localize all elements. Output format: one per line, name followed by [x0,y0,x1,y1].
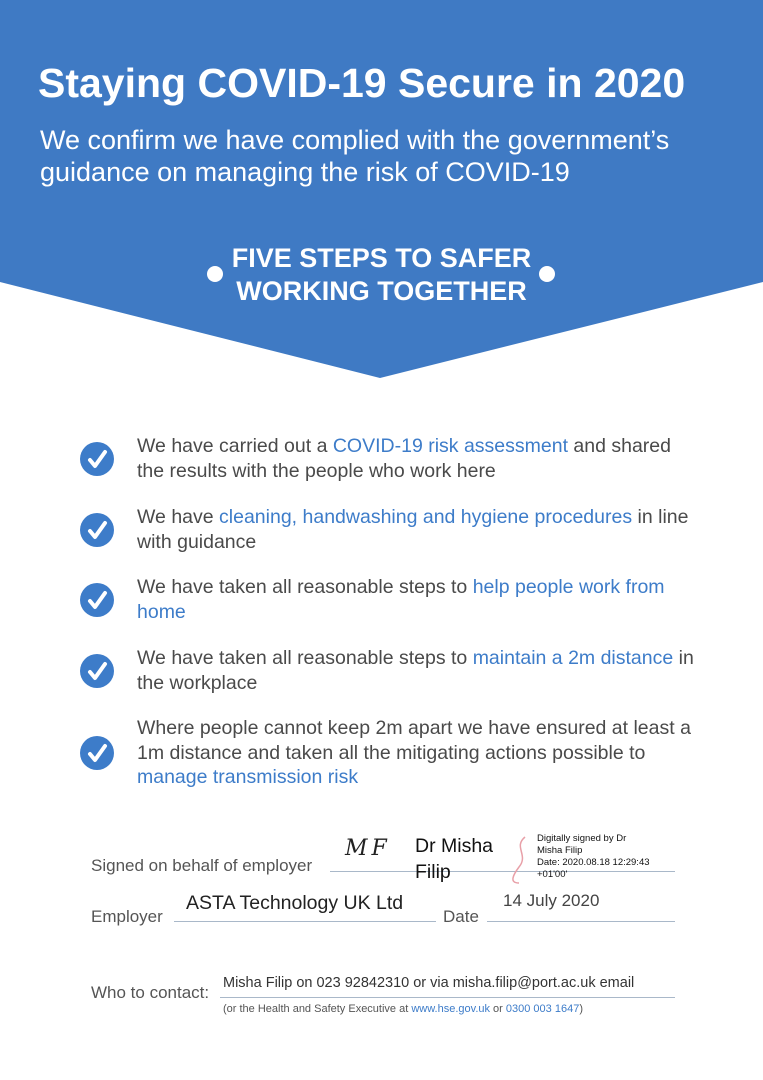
checklist-text [137,505,697,554]
date-label: Date [443,907,479,926]
signer-name-line2: Filip [415,861,451,883]
checkmark-icon [80,583,114,617]
checklist-text [137,646,697,695]
header-banner [0,0,763,380]
checklist-text [137,575,697,624]
checklist-text-pre: We have [137,506,220,528]
digital-signature-mark [505,833,535,888]
checklist-text-post: in line with guidance [137,506,689,553]
checklist-text-highlight: manage transmission risk [137,766,359,788]
hse-website-link[interactable]: www.hse.gov.uk [411,1003,490,1015]
employer-label: Employer [91,907,163,926]
checklist-text-post: in the workplace [137,647,694,694]
hse-phone-link[interactable]: 0300 003 1647 [505,1003,580,1015]
signature-initials: MF [345,836,391,861]
checklist-text [137,434,697,483]
checkmark-icon [80,654,114,688]
footnote-text: ) [579,1003,583,1015]
digital-signature-note [537,833,677,881]
signer-name-line1: Dr Misha [415,835,494,857]
date-value: 14 July 2020 [503,891,600,910]
checklist-text-pre: We have taken all reasonable steps to [137,647,473,669]
checklist-text-pre: We have carried out a [137,435,333,457]
footnote [223,1003,583,1015]
footnote-text: (or the Health and Safety Executive at [223,1003,412,1015]
checklist-text-highlight: COVID-19 risk assessment [332,435,568,457]
contact-label: Who to contact: [91,983,210,1002]
digital-note-line: Misha Filip [537,845,583,856]
employer-value: ASTA Technology UK Ltd [186,892,404,914]
steps-heading-line2: WORKING TOGETHER [236,276,527,306]
checklist-text-highlight: cleaning, handwashing and hygiene procedures [219,506,633,528]
checkmark-icon [80,442,114,476]
signed-label: Signed on behalf of employer [91,856,313,875]
date-line [487,921,675,922]
checkmark-icon [80,513,114,547]
checklist-text-post: and shared the results with the people who work here [137,435,671,482]
digital-note-line: +01'00' [537,869,568,880]
contact-value: Misha Filip on 023 92842310 or via misha.filip@port.ac.uk email [223,975,635,991]
page-title: Staying COVID-19 Secure in 2020 [38,60,686,106]
checklist-text-highlight: help people work from home [137,576,665,623]
checklist-text-pre: Where people cannot keep 2m apart we have ensured at least a 1m distance and taken all the mitigating actions possible to [137,717,691,764]
checkmark-icon [80,736,114,770]
steps-heading-line1: FIVE STEPS TO SAFER [231,243,532,273]
checklist-text-pre: We have taken all reasonable steps to [137,576,473,598]
footnote-text: or [490,1003,506,1015]
contact-line [220,997,675,998]
employer-line [174,921,436,922]
digital-note-line: Digitally signed by Dr [537,833,627,844]
digital-note-line: Date: 2020.08.18 12:29:43 [537,857,650,868]
checklist-text-highlight: maintain a 2m distance [472,647,674,669]
page-subtitle: We confirm we have complied with the government’s guidance on managing the risk of COVID-19 [40,125,670,187]
checklist-text [137,716,697,790]
steps-heading [200,242,563,308]
